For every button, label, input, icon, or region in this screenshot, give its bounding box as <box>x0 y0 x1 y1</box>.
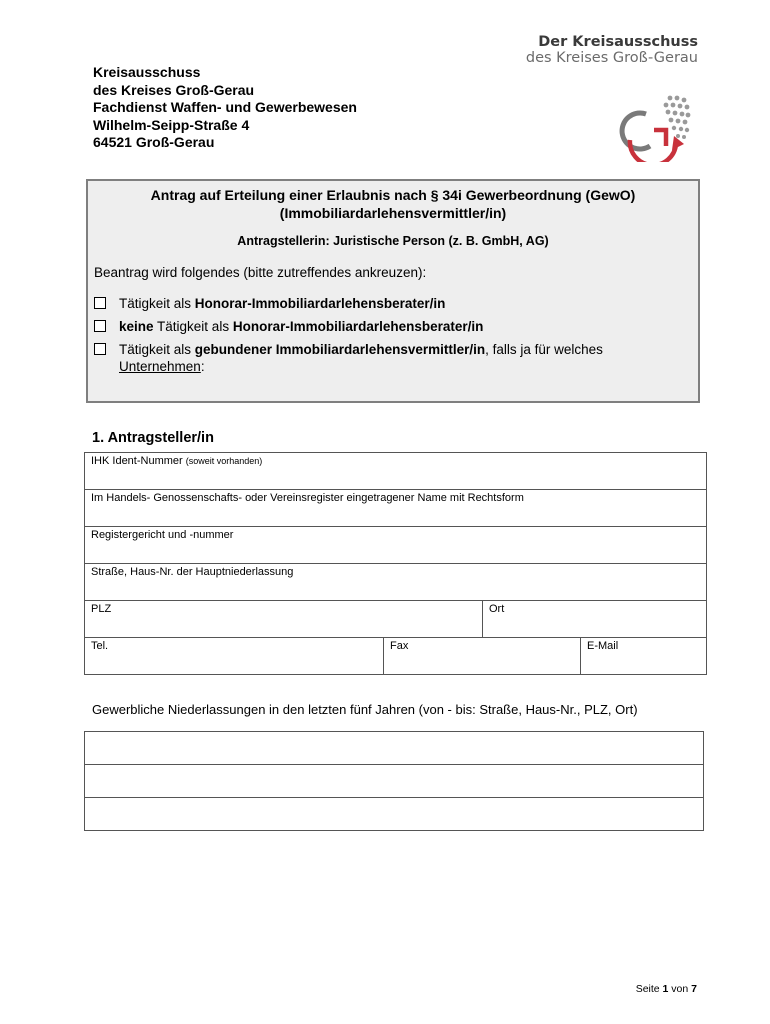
option-label: Tätigkeit als Honorar-Immobiliardarlehensberater/in <box>119 296 446 311</box>
field-company-name[interactable]: Im Handels- Genossenschafts- oder Vereinsregister eingetragener Name mit Rechtsform <box>85 490 707 527</box>
form-title-line-1: Antrag auf Erteilung einer Erlaubnis nach § 34i Gewerbeordnung (GewO) <box>150 187 636 203</box>
address-line: 64521 Groß-Gerau <box>93 134 215 151</box>
niederlassungen-label: Gewerbliche Niederlassungen in den letzten fünf Jahren (von - bis: Straße, Haus-Nr., PLZ, Ort) <box>92 702 638 717</box>
address-line: Kreisausschuss <box>93 64 201 80</box>
checkbox-honorar[interactable] <box>94 297 106 309</box>
field-register[interactable]: Registergericht und -nummer <box>85 527 707 564</box>
address-line: Wilhelm-Seipp-Straße 4 <box>93 116 250 133</box>
page-number: Seite 1 von 7 <box>635 983 697 995</box>
field-plz[interactable]: PLZ <box>85 601 483 638</box>
field-tel[interactable]: Tel. <box>85 638 384 675</box>
recipient-address <box>93 64 357 152</box>
address-line: des Kreises Groß-Gerau <box>93 81 255 98</box>
checkbox-keine-honorar[interactable] <box>94 320 106 332</box>
niederlassung-row[interactable] <box>85 765 704 798</box>
niederlassung-row[interactable] <box>85 798 704 831</box>
field-ihk[interactable]: IHK Ident-Nummer (soweit vorhanden) <box>85 453 707 490</box>
field-email[interactable]: E-Mail <box>581 638 707 675</box>
gg-logo-icon <box>616 92 696 162</box>
niederlassung-row[interactable] <box>85 732 704 765</box>
option-label: Tätigkeit als gebundener Immobiliardarlehensvermittler/in, falls ja für welches Unternehmen: <box>119 342 603 374</box>
application-header-box <box>86 179 700 403</box>
field-street[interactable]: Straße, Haus-Nr. der Hauptniederlassung <box>85 564 707 601</box>
section-heading-applicant: 1. Antragsteller/in <box>92 430 214 446</box>
form-subtitle: Antragstellerin: Juristische Person (z. B. GmbH, AG) <box>237 234 549 248</box>
brand-header <box>526 34 698 66</box>
form-title <box>88 186 698 222</box>
field-fax[interactable]: Fax <box>384 638 581 675</box>
field-ort[interactable]: Ort <box>483 601 707 638</box>
address-line: Fachdienst Waffen- und Gewerbewesen <box>93 99 357 116</box>
request-label: Beantrag wird folgendes (bitte zutreffendes ankreuzen): <box>94 265 427 280</box>
applicant-form-table <box>84 452 707 675</box>
form-title-line-2: (Immobiliardarlehensvermittler/in) <box>279 205 507 221</box>
brand-line-2: des Kreises Groß-Gerau <box>525 50 698 66</box>
option-label: keine Tätigkeit als Honorar-Immobiliardarlehensberater/in <box>119 319 484 334</box>
brand-line-1: Der Kreisausschuss <box>538 34 698 50</box>
checkbox-gebunden[interactable] <box>94 343 106 355</box>
niederlassungen-table <box>84 731 704 831</box>
